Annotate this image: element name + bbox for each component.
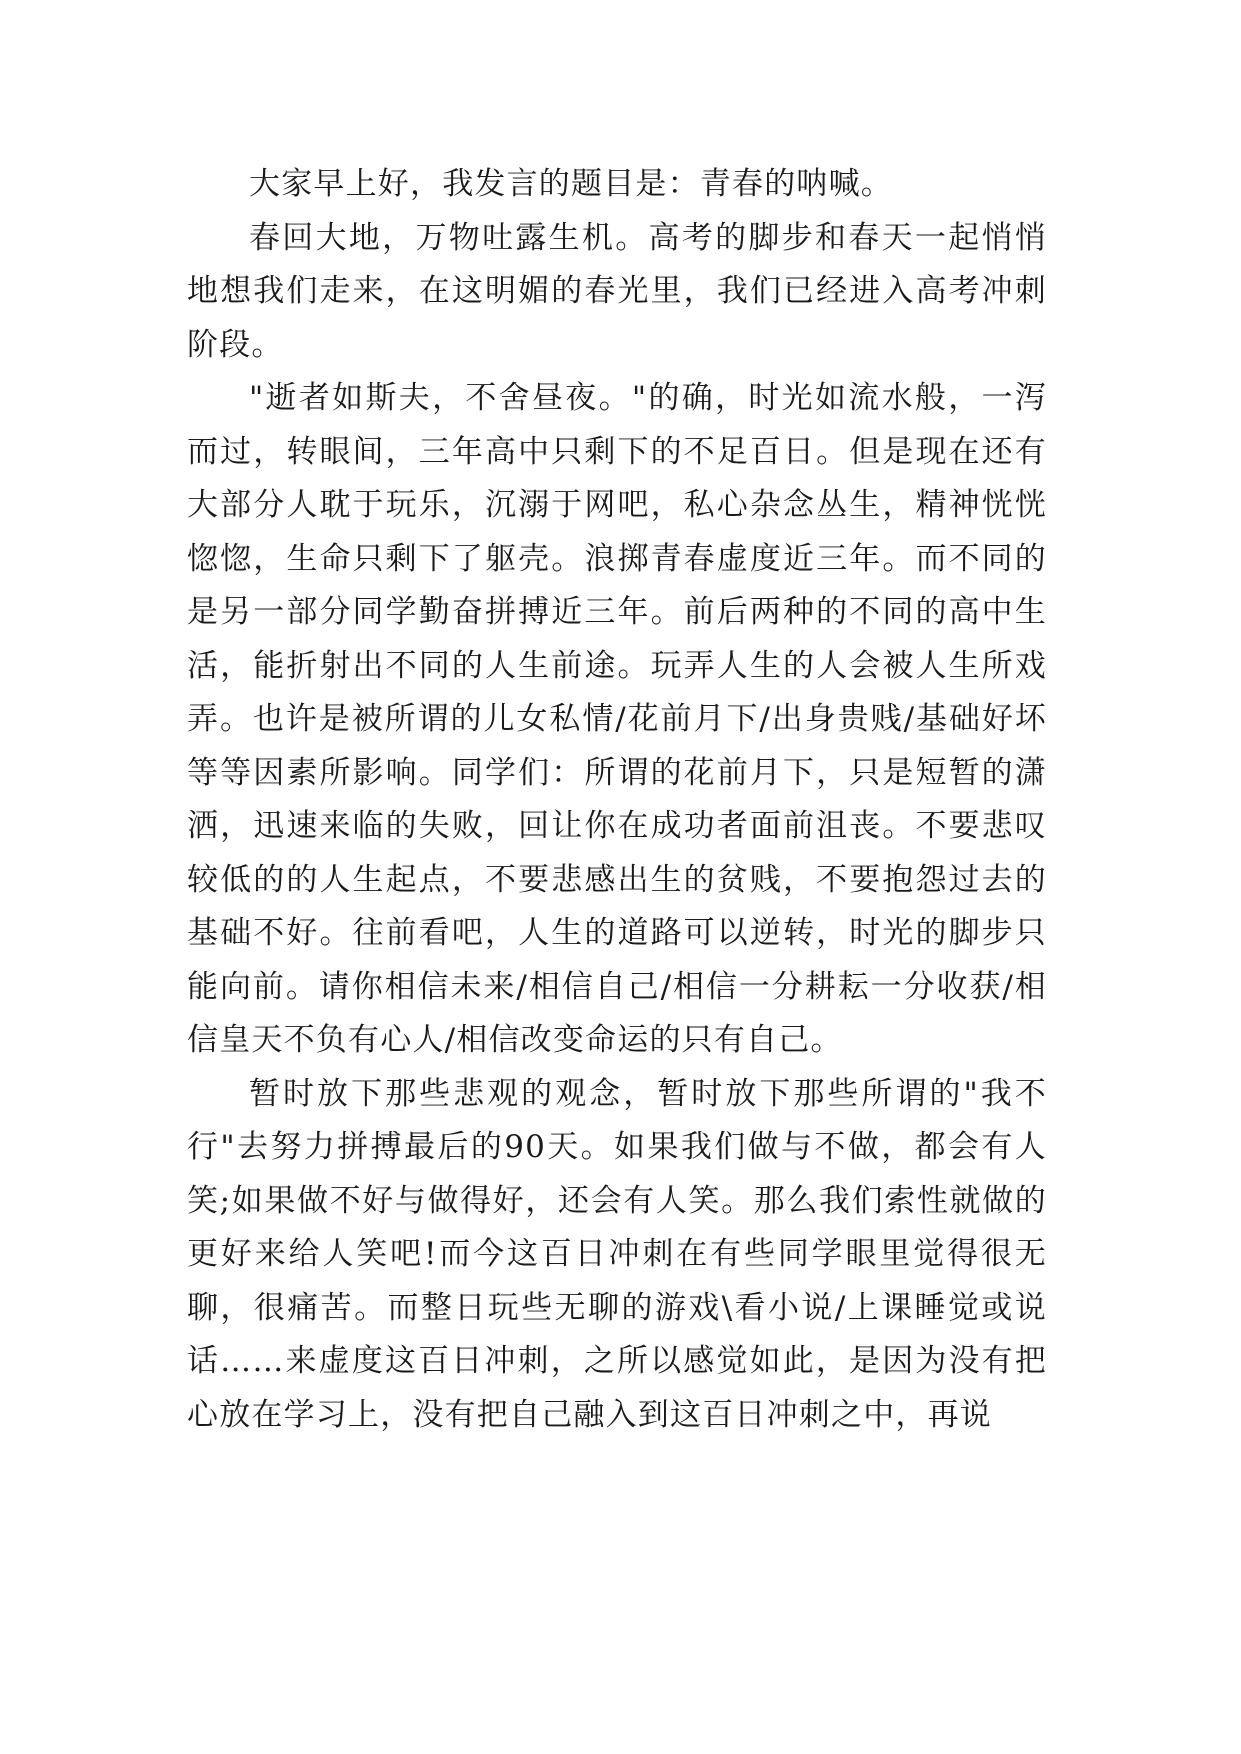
paragraph-spring: 春回大地，万物吐露生机。高考的脚步和春天一起悄悄地想我们走来，在这明媚的春光里，我们已经进入高考冲刺阶段。 — [187, 219, 1047, 363]
paragraph-greeting: 大家早上好，我发言的题目是：青春的呐喊。 — [249, 166, 893, 202]
paragraph-effort: 暂时放下那些悲观的观念，暂时放下那些所谓的"我不行"去努力拼搏最后的90天。如果我们做与不做，都会有人笑;如果做不好与做得好，还会有人笑。那么我们索性就做的更好来给人笑吧!而今这百日冲刺在有些同学眼里觉得很无聊，很痛苦。而整日玩些无聊的游戏\看小说/上课睡觉或说话……来虚度这百日冲刺，之所以感觉如此，是因为没有把心放在学习上，没有把自己融入到这百日冲刺之中，再说 — [187, 1075, 1047, 1433]
paragraph-time: "逝者如斯夫，不舍昼夜。"的确，时光如流水般，一泻而过，转眼间，三年高中只剩下的不足百日。但是现在还有大部分人耽于玩乐，沉溺于网吧，私心杂念丛生，精神恍恍惚惚，生命只剩下了躯壳。浪掷青春虚度近三年。而不同的是另一部分同学勤奋拼搏近三年。前后两种的不同的高中生活，能折射出不同的人生前途。玩弄人生的人会被人生所戏弄。也许是被所谓的儿女私情/花前月下/出身贵贱/基础好坏等等因素所影响。同学们：所谓的花前月下，只是短暂的潇洒，迅速来临的失败，回让你在成功者面前沮丧。不要悲叹较低的的人生起点，不要悲感出生的贫贱，不要抱怨过去的基础不好。往前看吧，人生的道路可以逆转，时光的脚步只能向前。请你相信未来/相信自己/相信一分耕耘一分收获/相信皇天不负有心人/相信改变命运的只有自己。 — [187, 380, 1047, 1058]
document-body — [187, 158, 1047, 1442]
